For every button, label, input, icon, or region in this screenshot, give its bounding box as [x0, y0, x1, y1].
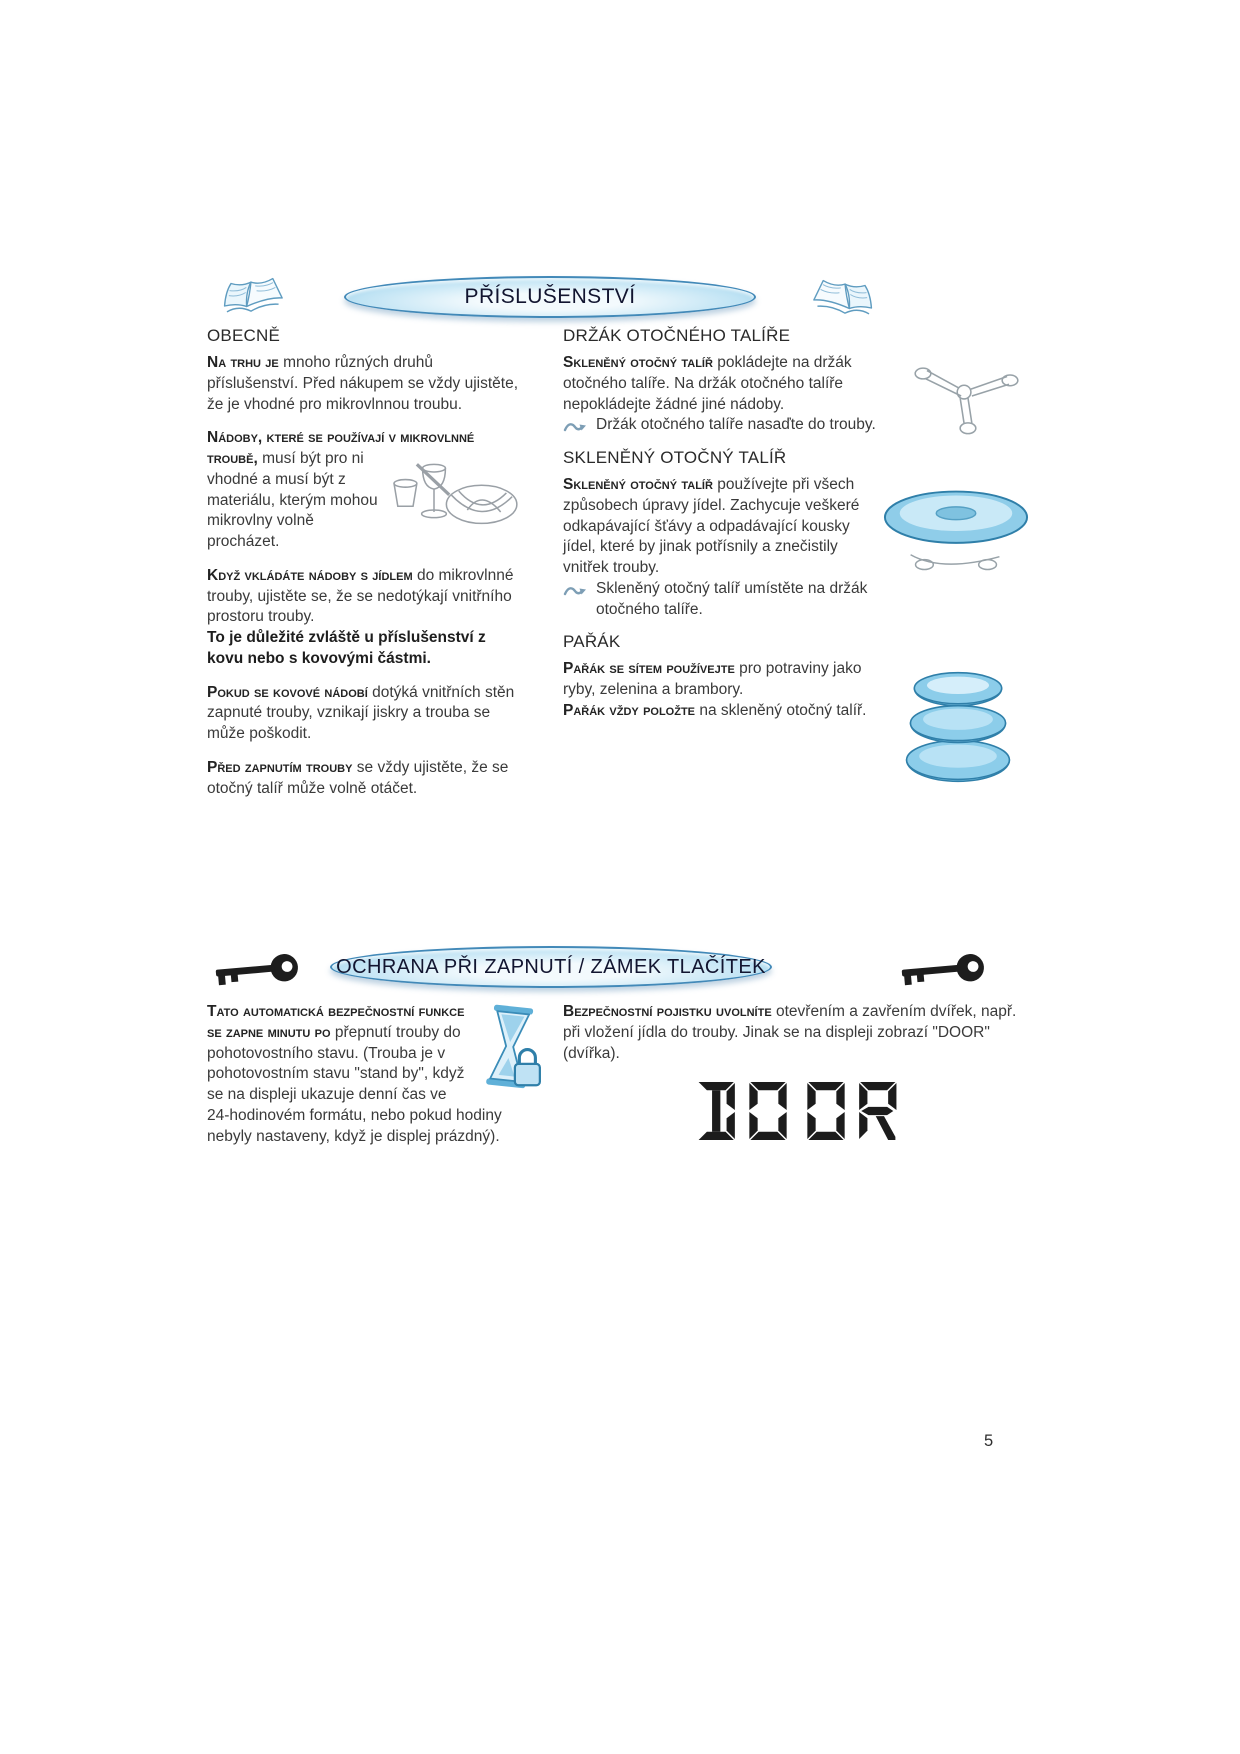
paragraph	[563, 475, 1031, 579]
child-lock-banner	[330, 946, 772, 988]
paragraph-text: do mikrovlnné trouby, ujistěte se, že se nedotýkají vnitřního prostoru trouby.	[207, 566, 514, 626]
paragraph	[207, 683, 520, 745]
paragraph-text: pokládejte na držák otočného talíře. Na držák otočného talíře nepokládejte žádné jiné nádoby.	[563, 354, 852, 413]
rotate-arrow-icon	[563, 420, 587, 434]
turntable-holder-heading: DRŽÁK OTOČNÉHO TALÍŘE	[563, 326, 791, 345]
key-icon	[212, 950, 304, 992]
paragraph	[563, 353, 1031, 415]
paragraph-text: se vždy ujistěte, že se otočný talíř může volně otáčet.	[207, 759, 509, 797]
paragraph	[207, 1002, 547, 1147]
paragraph-lead: Tato automatická bezpečnostní funkce se zapne minutu po	[207, 1003, 465, 1041]
paragraph-text: používejte při všech způsobech úpravy jídel. Zachycuje veškeré odkapávající šťávy a odpadávající kousky jídel, které by jinak potřísnily a znečistily vnitřek trouby.	[563, 476, 860, 577]
paragraph	[207, 566, 520, 628]
hourglass-lock-icon	[481, 1002, 547, 1099]
accessories-banner	[344, 276, 756, 318]
paragraph-text: mnoho různých druhů příslušenství. Před nákupem se vždy ujistěte, že je vhodné pro mikrovlnnou troubu.	[207, 354, 519, 413]
paragraph-lead: Skleněný otočný talíř	[563, 476, 713, 494]
microwave-dishes-icon	[388, 451, 520, 531]
lock-activation-section	[207, 1002, 547, 1160]
open-book-icon	[214, 267, 292, 326]
paragraph-lead: Bezpečnostní pojistku uvolníte	[563, 1003, 772, 1020]
steamer-heading: PAŘÁK	[563, 632, 621, 652]
open-book-icon	[804, 269, 882, 328]
bullet-text: Skleněný otočný talíř umístěte na držák otočného talíře.	[596, 579, 868, 618]
instruction-bullet	[563, 579, 875, 621]
glass-turntable-heading: SKLENĚNÝ OTOČNÝ TALÍŘ	[563, 448, 787, 468]
paragraph-text: otevřením a zavřením dvířek, např. při vložení jídla do trouby. Jinak se na displeji zobrazí "DOOR" (dvířka).	[563, 1003, 1017, 1062]
paragraph	[207, 758, 520, 800]
paragraph-lead: Pařák vždy položte	[563, 701, 696, 719]
lock-release-section	[563, 1002, 1031, 1160]
general-section	[207, 326, 520, 813]
paragraph-lead: Skleněný otočný talíř	[563, 354, 713, 371]
accessories-details-section	[563, 326, 1031, 813]
paragraph-text: dotýká vnitřních stěn zapnuté trouby, vznikají jiskry a trouba se může poškodit.	[207, 683, 515, 743]
turntable-support-icon	[903, 353, 1031, 439]
paragraph-lead: Na trhu je	[207, 354, 279, 371]
key-icon	[898, 950, 990, 992]
bullet-text: Držák otočného talíře nasaďte do trouby.	[596, 416, 876, 434]
paragraph-text: na skleněný otočný talíř.	[699, 701, 867, 719]
general-heading: OBECNĚ	[207, 326, 280, 345]
paragraph	[207, 428, 520, 553]
paragraph-lead: Nádoby, které se používají v mikrovlnné troubě,	[207, 429, 475, 468]
paragraph-lead: Před zapnutím trouby	[207, 759, 353, 777]
instruction-bullet	[563, 415, 895, 436]
page-number: 5	[984, 1432, 994, 1450]
paragraph-text: musí být pro ni vhodné a musí být z materiálu, kterým mohou mikrovlny volně procházet.	[207, 450, 378, 551]
metal-warning-note: To je důležité zvláště u příslušenství z kovu nebo s kovovými částmi.	[207, 629, 486, 667]
glass-turntable-icon	[881, 477, 1031, 589]
paragraph-text: pro potraviny jako ryby, zelenina a brambory.	[563, 660, 862, 699]
paragraph-text: přepnutí trouby do pohotovostního stavu. (Trouba je v pohotovostním stavu "stand by", když se na displeji ukazuje denní čas ve 24-hodinovém formátu, nebo pokud hodiny nebyly nastaveny, když je displej prázdný).	[207, 1023, 502, 1145]
paragraph-lead: Když vkládáte nádoby s jídlem	[207, 566, 413, 584]
paragraph-lead: Pařák se sítem používejte	[563, 660, 735, 678]
steamer-stack-icon	[885, 663, 1031, 791]
seven-segment-door-icon	[694, 1082, 900, 1140]
steamer-block	[563, 659, 1031, 721]
paragraph	[563, 1002, 1031, 1064]
child-lock-banner-title: OCHRANA PŘI ZAPNUTÍ / ZÁMEK TLAČÍTEK	[336, 955, 766, 978]
paragraph	[207, 353, 520, 415]
paragraph-lead: Pokud se kovové nádobí	[207, 683, 368, 701]
accessories-banner-title: PŘÍSLUŠENSTVÍ	[464, 285, 636, 308]
rotate-arrow-icon	[563, 584, 587, 598]
door-display	[694, 1082, 900, 1140]
